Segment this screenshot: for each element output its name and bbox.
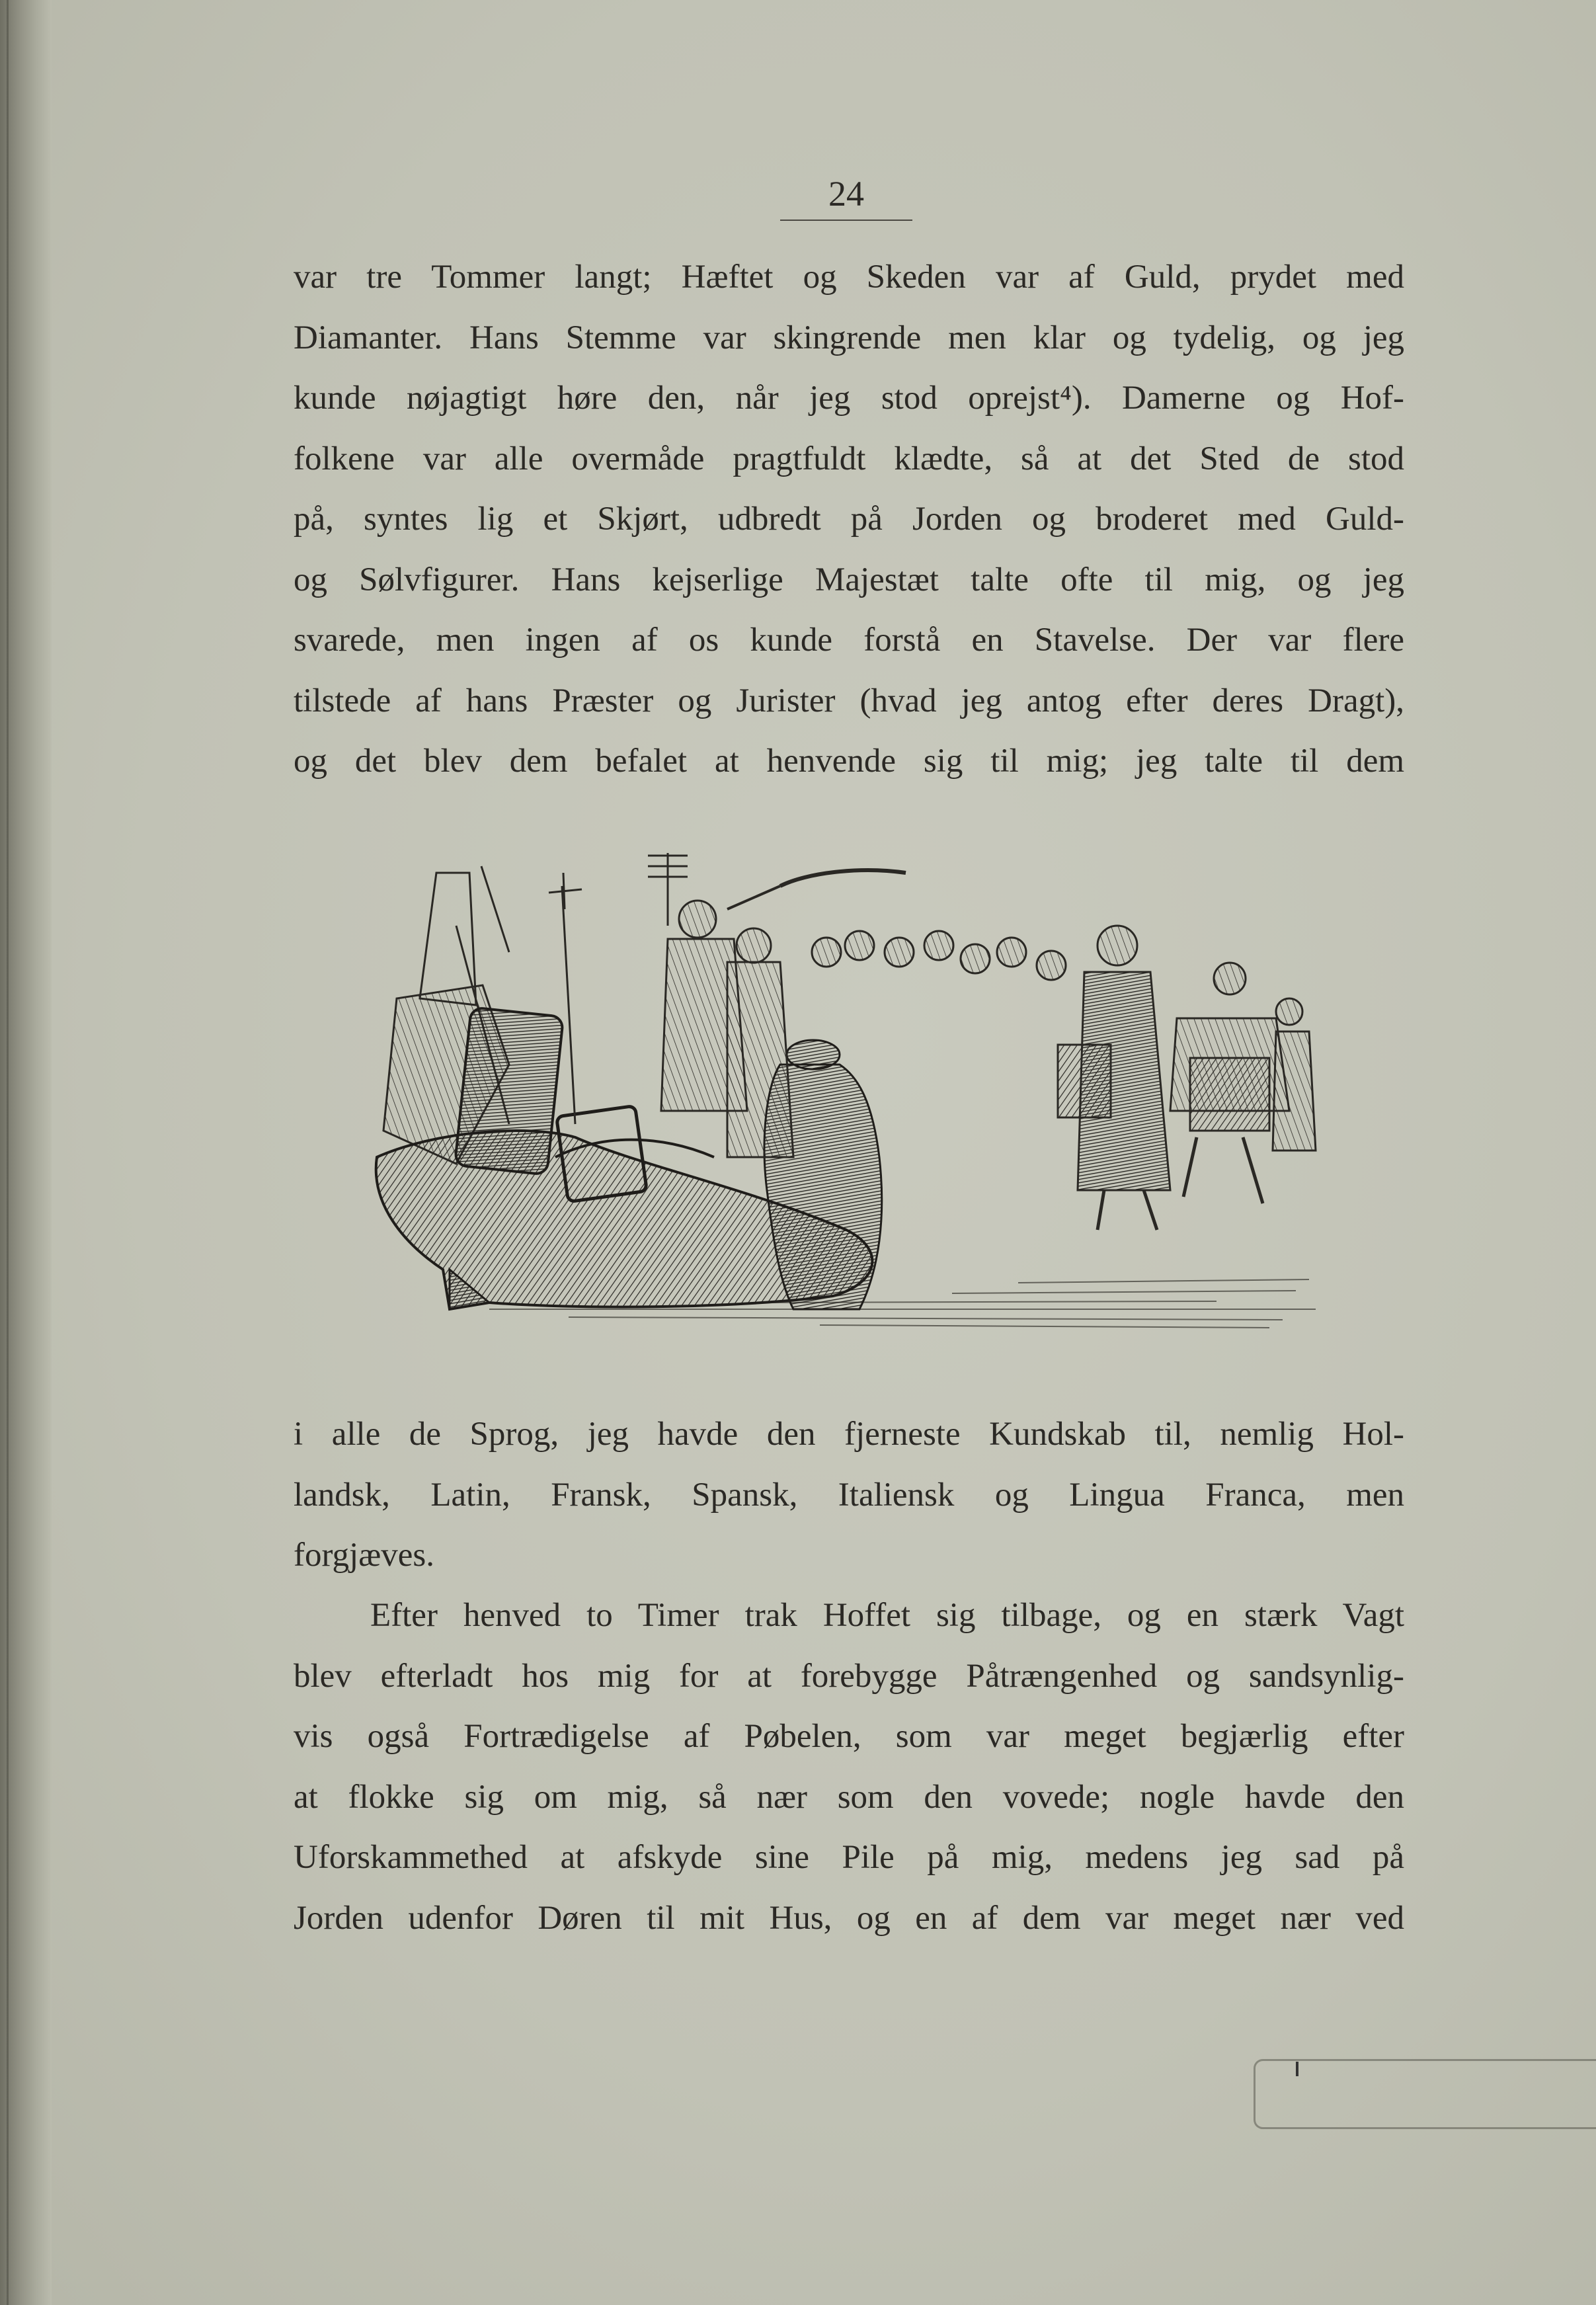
text-line: blev efterladt hos mig for at forebygge Påtrængenhed og sandsynlig- [294,1657,1404,1695]
text-line: landsk, Latin, Fransk, Spansk, Italiensk og Lingua Franca, men [294,1476,1404,1514]
text-line: på, syntes lig et Skjørt, udbredt på Jorden og broderet med Guld- [294,501,1404,538]
corner-tick-mark [1296,2062,1298,2076]
page-number: 24 [828,174,864,214]
text-line: Uforskammethed at afskyde sine Pile på mig, medens jeg sad på [294,1839,1404,1876]
text-line: forgjæves. [294,1537,434,1574]
page-number-rule [780,220,912,221]
crowd [661,870,1316,1230]
paragraph-1 [294,247,1404,792]
text-line: og det blev dem befalet at henvende sig til mig; jeg talte til dem [294,743,1404,780]
engraving-illustration [357,846,1336,1355]
text-line: svarede, men ingen af os kunde forstå en Stavelse. Der var flere [294,622,1404,659]
text-line: vis også Fortrædigelse af Pøbelen, som var meget begjærlig efter [294,1718,1404,1755]
text-line: og Sølvfigurer. Hans kejserlige Majestæt talte ofte til mig, og jeg [294,561,1404,598]
binding-line [7,0,9,2305]
text-line: Diamanter. Hans Stemme var skingrende men klar og tydelig, og jeg [294,319,1404,356]
paragraph-2 [294,1404,1404,1586]
text-line: kunde nøjagtigt høre den, når jeg stod oprejst⁴). Damerne og Hof- [294,380,1404,417]
text-line: Efter henved to Timer trak Hoffet sig tilbage, og en stærk Vagt [370,1597,1404,1634]
text-line: i alle de Sprog, jeg havde den fjerneste Kundskab til, nemlig Hol- [294,1416,1404,1453]
text-line: at flokke sig om mig, så nær som den vovede; nogle havde den [294,1778,1404,1816]
text-line: Jorden udenfor Døren til mit Hus, og en af dem var meget nær ved [294,1899,1404,1937]
text-line: var tre Tommer langt; Hæftet og Skeden var af Guld, prydet med [294,259,1404,296]
paragraph-3 [294,1586,1404,1949]
text-line: tilstede af hans Præster og Jurister (hvad jeg antog efter deres Dragt), [294,682,1404,719]
corner-frame-mark [1254,2059,1596,2129]
text-line: folkene var alle overmåde pragtfuldt klædte, så at det Sted de stod [294,440,1404,477]
